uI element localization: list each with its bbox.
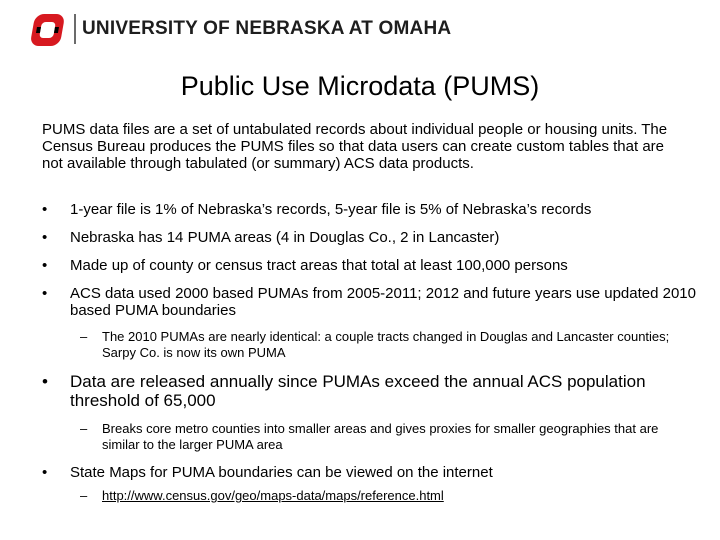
bullet-marker: • — [42, 285, 48, 302]
bullet-text: Made up of county or census tract areas that total at least 100,000 persons — [70, 257, 568, 274]
sub-bullet-text: Breaks core metro counties into smaller areas and gives proxies for smaller geographies that are similar to the larger PUMA area — [102, 421, 659, 452]
reference-maps-link[interactable]: http://www.census.gov/geo/maps-data/maps/reference.html — [102, 488, 444, 503]
bullet-text: ACS data used 2000 based PUMAs from 2005-2011; 2012 and future years use updated 2010 based PUMA boundaries — [70, 285, 696, 319]
bullet-marker: • — [42, 464, 48, 481]
sub-bullet-marker: – — [80, 421, 88, 436]
sub-bullet-marker: – — [80, 488, 88, 503]
bullet-marker: • — [42, 372, 48, 391]
bullet-text: Data are released annually since PUMAs exceed the annual ACS population threshold of 65,000 — [70, 372, 646, 410]
bullet-text: Nebraska has 14 PUMA areas (4 in Douglas Co., 2 in Lancaster) — [70, 229, 500, 246]
intro-paragraph: PUMS data files are a set of untabulated records about individual people or housing units. The Census Bureau produces the PUMS files so that data users can create custom tables that are not available through tabulated (or summary) ACS data products. — [42, 121, 668, 172]
sub-bullet-marker: – — [80, 329, 88, 344]
header-divider — [74, 14, 76, 44]
sub-bullet-text: The 2010 PUMAs are nearly identical: a couple tracts changed in Douglas and Lancaster counties; Sarpy Co. is now its own PUMA — [102, 329, 670, 360]
uno-o-logo-icon — [28, 10, 68, 50]
slide-title: Public Use Microdata (PUMS) — [180, 71, 540, 101]
bullet-marker: • — [42, 201, 48, 218]
bullet-text: State Maps for PUMA boundaries can be viewed on the internet — [70, 464, 493, 481]
bullet-marker: • — [42, 229, 48, 246]
university-header — [0, 0, 720, 64]
bullet-text: 1-year file is 1% of Nebraska’s records, 5-year file is 5% of Nebraska’s records — [70, 201, 592, 218]
sub-bullet-text — [102, 488, 682, 504]
university-name: UNIVERSITY OF NEBRASKA AT OMAHA — [82, 18, 452, 39]
bullet-marker: • — [42, 257, 48, 274]
